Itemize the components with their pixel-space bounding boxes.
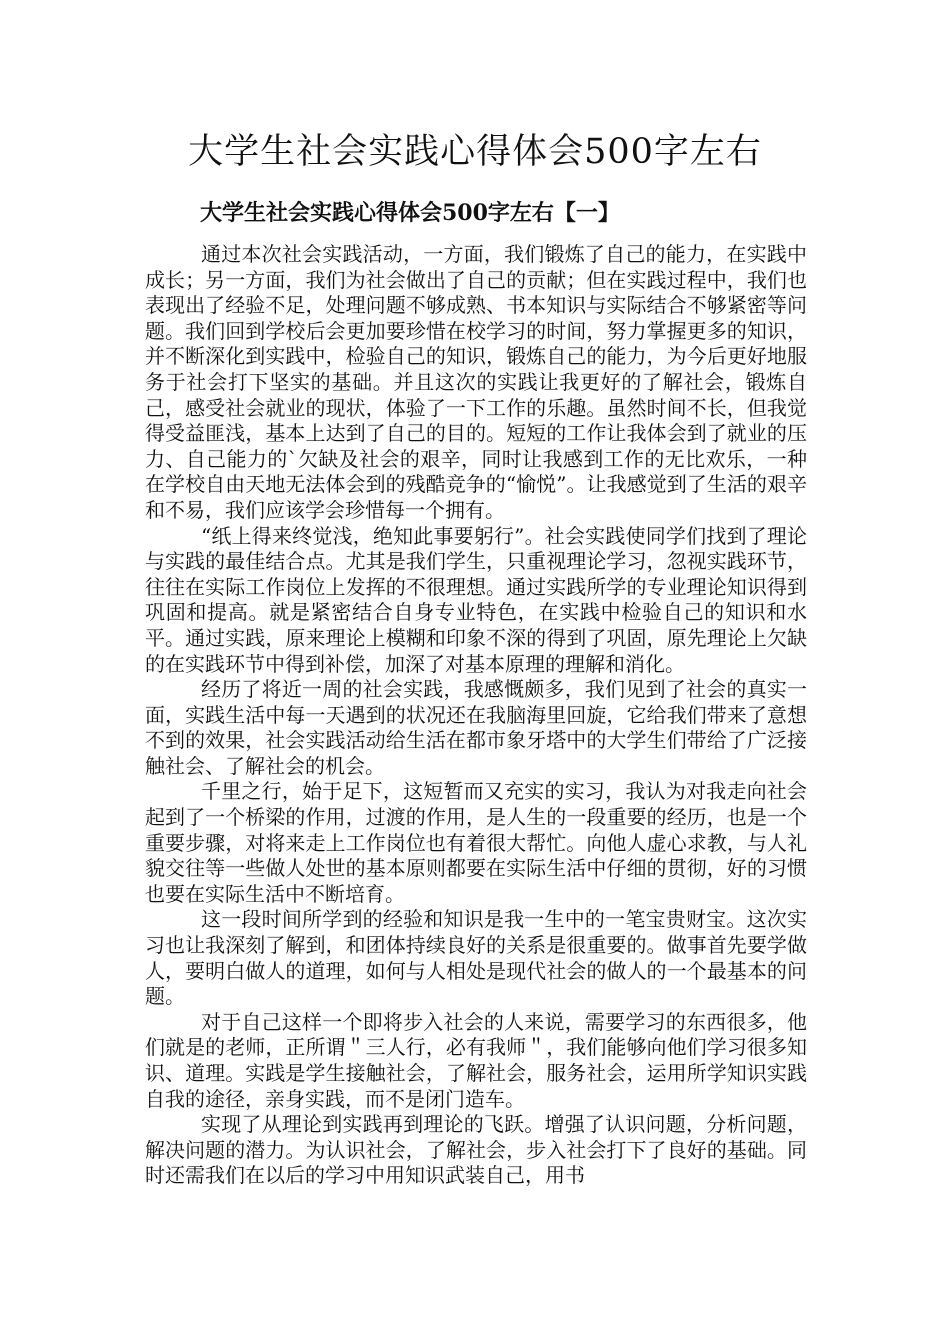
section-heading: 大学生社会实践心得体会500字左右【一】 (200, 200, 620, 226)
document-title: 大学生社会实践心得体会500字左右 (188, 132, 762, 172)
document-body (145, 242, 807, 1189)
paragraph: 通过本次社会实践活动，一方面，我们锻炼了自己的能力，在实践中成长；另一方面，我们为社会做出了自己的贡献；但在实践过程中，我们也表现出了经验不足，处理问题不够成熟、书本知识与实际结合不够紧密等问题。我们回到学校后会更加要珍惜在校学习的时间，努力掌握更多的知识，并不断深化到实践中，检验自己的知识，锻炼自己的能力，为今后更好地服务于社会打下坚实的基础。并且这次的实践让我更好的了解社会，锻炼自己，感受社会就业的现状，体验了一下工作的乐趣。虽然时间不长，但我觉得受益匪浅，基本上达到了自己的目的。短短的工作让我体会到了就业的压力、自己能力的`欠缺及社会的艰辛，同时让我感到工作的无比欢乐，一种在学校自由天地无法体会到的残酷竞争的“愉悦”。让我感觉到了生活的艰辛和不易，我们应该学会珍惜每一个拥有。 (145, 242, 807, 522)
paragraph: 实现了从理论到实践再到理论的飞跃。增强了认识问题，分析问题，解决问题的潜力。为认识社会，了解社会，步入社会打下了良好的基础。同时还需我们在以后的学习中用知识武装自己，用书 (145, 1112, 807, 1188)
paragraph: 千里之行，始于足下，这短暂而又充实的实习，我认为对我走向社会起到了一个桥梁的作用，过渡的作用，是人生的一段重要的经历，也是一个重要步骤，对将来走上工作岗位也有着很大帮忙。向他人虚心求教，与人礼貌交往等一些做人处世的基本原则都要在实际生活中仔细的贯彻，好的习惯也要在实际生活中不断培育。 (145, 779, 807, 906)
paragraph: “纸上得来终觉浅，绝知此事要躬行”。社会实践使同学们找到了理论与实践的最佳结合点。尤其是我们学生，只重视理论学习，忽视实践环节，往往在实际工作岗位上发挥的不很理想。通过实践所学的专业理论知识得到巩固和提高。就是紧密结合自身专业特色，在实践中检验自己的知识和水平。通过实践，原来理论上模糊和印象不深的得到了巩固，原先理论上欠缺的在实践环节中得到补偿，加深了对基本原理的理解和消化。 (145, 523, 807, 676)
paragraph: 对于自己这样一个即将步入社会的人来说，需要学习的东西很多，他们就是的老师，正所谓＂三人行，必有我师＂，我们能够向他们学习很多知识、道理。实践是学生接触社会，了解社会，服务社会，运用所学知识实践自我的途径，亲身实践，而不是闭门造车。 (145, 1009, 807, 1111)
paragraph: 这一段时间所学到的经验和知识是我一生中的一笔宝贵财宝。这次实习也让我深刻了解到，和团体持续良好的关系是很重要的。做事首先要学做人，要明白做人的道理，如何与人相处是现代社会的做人的一个最基本的问题。 (145, 907, 807, 1009)
paragraph: 经历了将近一周的社会实践，我感慨颇多，我们见到了社会的真实一面，实践生活中每一天遇到的状况还在我脑海里回旋，它给我们带来了意想不到的效果，社会实践活动给生活在都市象牙塔中的大学生们带给了广泛接触社会、了解社会的机会。 (145, 677, 807, 778)
